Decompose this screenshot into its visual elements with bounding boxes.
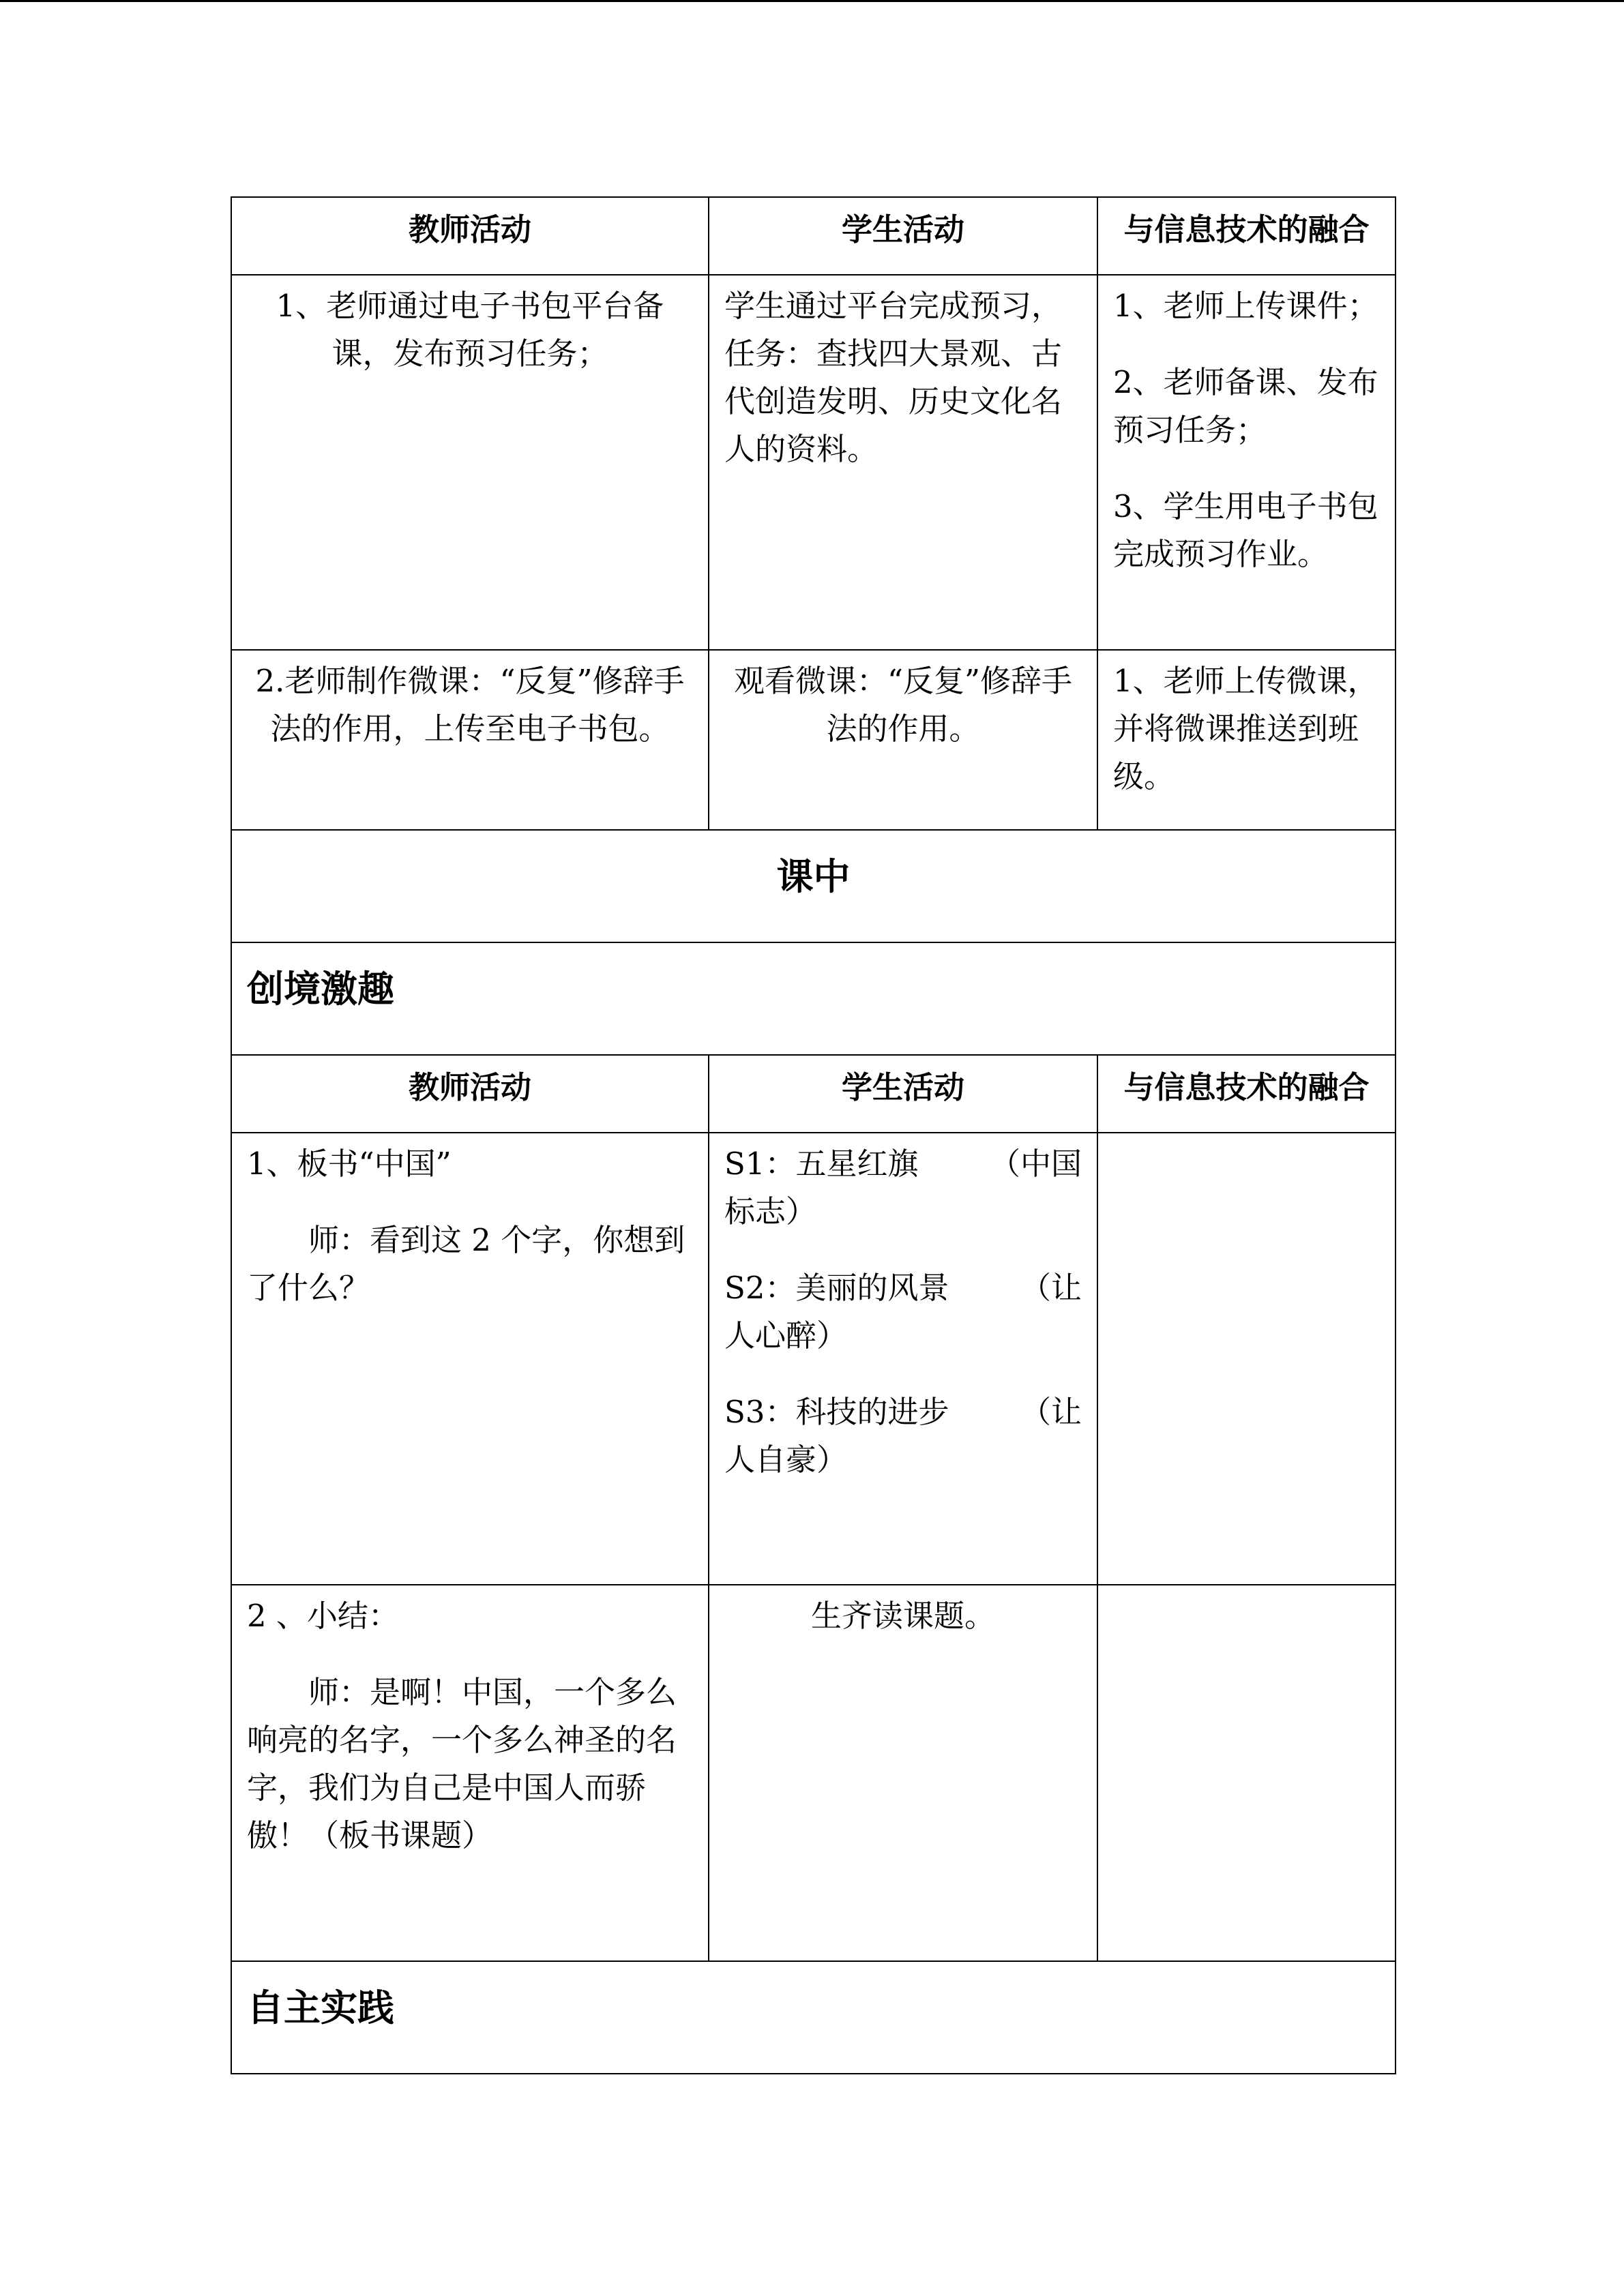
- student-response: S1：五星红旗 （中国 标志）: [724, 1146, 1082, 1229]
- teacher-activity-cell: [231, 1585, 709, 1961]
- student-activity-cell: [709, 650, 1097, 830]
- top-border-line: [0, 0, 1624, 2]
- section-in-class: [231, 830, 1396, 942]
- student-activity-text: 观看微课：“反复”修辞手法的作用。: [733, 663, 1072, 747]
- tech-integration-cell: [1097, 1133, 1396, 1585]
- student-response: S2：美丽的风景 （让 人心醉）: [724, 1270, 1082, 1354]
- section-scene: [231, 942, 1396, 1055]
- header-teacher: 教师活动: [231, 1055, 709, 1133]
- lesson-plan-table: [231, 196, 1396, 2074]
- student-activity-text: 学生通过平台完成预习，任务：查找四大景观、古代创造发明、历史文化名人的资料。: [724, 288, 1063, 467]
- section-title: 创境激趣: [247, 968, 394, 1011]
- table-header-row: [231, 197, 1396, 275]
- student-response: S3：科技的进步 （让 人自豪）: [724, 1394, 1082, 1478]
- teacher-activity-cell: [231, 1133, 709, 1585]
- section-title: 自主实践: [247, 1986, 394, 2029]
- header-student: 学生活动: [709, 197, 1097, 275]
- section-row-in-class: [231, 830, 1396, 942]
- header-tech: 与信息技术的融合: [1097, 197, 1396, 275]
- tech-item: 2、老师备课、发布预习任务；: [1113, 364, 1378, 448]
- tech-integration-cell: [1097, 275, 1396, 650]
- section-row-practice: [231, 1961, 1396, 2074]
- teacher-activity-cell: [231, 275, 709, 650]
- tech-item: 1、老师上传课件；: [1113, 288, 1378, 324]
- teacher-activity-text: 1、老师通过电子书包平台备课，发布预习任务；: [276, 288, 664, 372]
- header-teacher: 教师活动: [231, 197, 709, 275]
- tech-item: 3、学生用电子书包完成预习作业。: [1113, 488, 1378, 572]
- student-activity-cell: [709, 275, 1097, 650]
- teacher-activity-text: 师：是啊！中国，一个多么响亮的名字，一个多么神圣的名字，我们为自己是中国人而骄傲！（板书课题）: [247, 1674, 677, 1853]
- section-row-scene: [231, 942, 1396, 1055]
- header-tech: 与信息技术的融合: [1097, 1055, 1396, 1133]
- tech-integration-cell: [1097, 650, 1396, 830]
- section-practice: [231, 1961, 1396, 2074]
- teacher-activity-text: 2.老师制作微课：“反复”修辞手法的作用，上传至电子书包。: [255, 663, 685, 747]
- teacher-activity-text: 师：看到这 2 个字，你想到了什么？: [247, 1222, 685, 1306]
- teacher-activity-text: 1、板书“中国”: [247, 1146, 452, 1182]
- student-activity-cell: [709, 1585, 1097, 1961]
- table-row: [231, 1133, 1396, 1585]
- table-header-row: [231, 1055, 1396, 1133]
- tech-integration-cell: [1097, 1585, 1396, 1961]
- student-activity-text: 生齐读课题。: [810, 1598, 995, 1634]
- teacher-activity-cell: [231, 650, 709, 830]
- table-row: [231, 650, 1396, 830]
- teacher-activity-text: 2 、小结：: [247, 1598, 399, 1634]
- header-student: 学生活动: [709, 1055, 1097, 1133]
- student-activity-cell: [709, 1133, 1097, 1585]
- table-row: [231, 1585, 1396, 1961]
- section-title: 课中: [776, 855, 851, 898]
- table-row: [231, 275, 1396, 650]
- tech-item: 1、老师上传微课，并将微课推送到班级。: [1113, 663, 1378, 794]
